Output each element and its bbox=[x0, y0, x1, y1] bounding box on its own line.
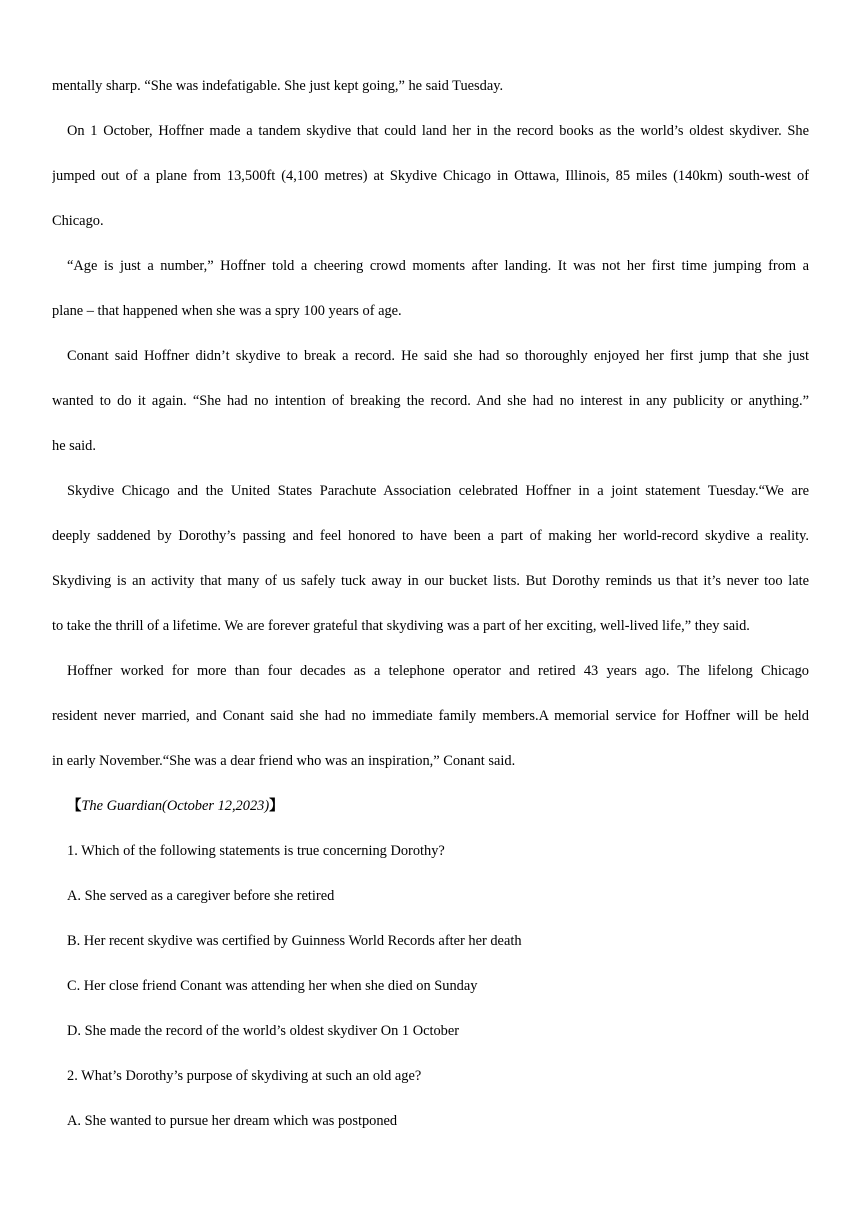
paragraph-line: wanted to do it again. “She had no intention of breaking the record. And she had no interest in any publicity or anything.” bbox=[52, 393, 809, 409]
paragraph-line: deeply saddened by Dorothy’s passing and feel honored to have been a part of making her world-record skydive a reality. bbox=[52, 528, 809, 544]
source-bracket-close: 】 bbox=[269, 798, 284, 814]
answer-option: C. Her close friend Conant was attending her when she died on Sunday bbox=[67, 978, 478, 994]
answer-option: A. She wanted to pursue her dream which was postponed bbox=[67, 1113, 398, 1129]
paragraph-line: to take the thrill of a lifetime. We are forever grateful that skydiving was a part of her exciting, well-lived life,” they said. bbox=[52, 618, 750, 634]
paragraph-line: jumped out of a plane from 13,500ft (4,100 metres) at Skydive Chicago in Ottawa, Illinois, 85 miles (140km) south-west of bbox=[52, 168, 809, 184]
answer-option: A. She served as a caregiver before she retired bbox=[67, 888, 335, 904]
paragraph-line: Chicago. bbox=[52, 213, 104, 229]
paragraph-line: “Age is just a number,” Hoffner told a cheering crowd moments after landing. It was not her first time jumping from a bbox=[67, 258, 809, 274]
paragraph-line: he said. bbox=[52, 438, 96, 454]
answer-option: B. Her recent skydive was certified by Guinness World Records after her death bbox=[67, 933, 522, 949]
source-citation bbox=[52, 791, 809, 836]
source-text: The Guardian(October 12,2023) bbox=[81, 798, 270, 814]
paragraph-line: mentally sharp. “She was indefatigable. She just kept going,” he said Tuesday. bbox=[52, 78, 504, 94]
answer-option: D. She made the record of the world’s oldest skydiver On 1 October bbox=[67, 1023, 460, 1039]
paragraph-line: Skydive Chicago and the United States Parachute Association celebrated Hoffner in a joint statement Tuesday.“We are bbox=[67, 483, 809, 499]
source-bracket-open: 【 bbox=[67, 798, 82, 814]
paragraph-line: in early November.“She was a dear friend who was an inspiration,” Conant said. bbox=[52, 753, 516, 769]
paragraph-line: Conant said Hoffner didn’t skydive to break a record. He said she had so thoroughly enjoyed her first jump that she just bbox=[67, 348, 809, 364]
question-stem: 2. What’s Dorothy’s purpose of skydiving at such an old age? bbox=[67, 1068, 422, 1084]
paragraph-line: plane – that happened when she was a spry 100 years of age. bbox=[52, 303, 402, 319]
question-stem: 1. Which of the following statements is true concerning Dorothy? bbox=[67, 843, 445, 859]
paragraph-line: On 1 October, Hoffner made a tandem skydive that could land her in the record books as the world’s oldest skydiver. She bbox=[67, 123, 809, 139]
paragraph-line: Skydiving is an activity that many of us safely tuck away in our bucket lists. But Dorothy reminds us that it’s never too late bbox=[52, 573, 809, 589]
paragraph-line: resident never married, and Conant said she had no immediate family members.A memorial service for Hoffner will be held bbox=[52, 708, 809, 724]
document-page bbox=[52, 71, 809, 1151]
paragraph-line: Hoffner worked for more than four decades as a telephone operator and retired 43 years ago. The lifelong Chicago bbox=[67, 663, 809, 679]
